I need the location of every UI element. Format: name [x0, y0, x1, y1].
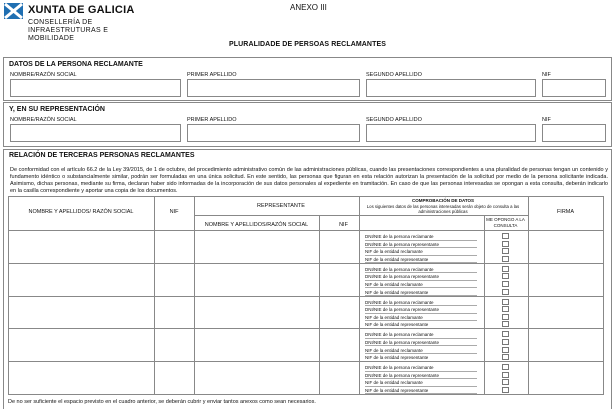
row-name-cell[interactable] — [9, 297, 154, 329]
check-item-label: NIF de la entidad reclamante — [365, 281, 423, 287]
oppose-checkbox[interactable] — [502, 339, 509, 345]
check-item-label: NIF de la entidad representante — [365, 387, 429, 393]
check-item-label: DNI/NIE de la persona reclamante — [365, 365, 434, 371]
xunta-logo — [4, 3, 154, 42]
check-item-label: DNI/NIE de la persona representante — [365, 241, 440, 247]
oppose-checkbox[interactable] — [502, 347, 509, 353]
table-row — [9, 230, 603, 263]
claimant-surname2-field[interactable] — [366, 79, 536, 97]
document-title: PLURALIDADE DE PERSOAS RECLAMANTES — [228, 41, 387, 48]
check-item-label: DNI/NIE de la persona reclamante — [365, 266, 434, 272]
col-header-check-desc: Los siguientes datos de las personas interesadas serán objeto de consulta a las administraciones públicas — [366, 204, 520, 214]
col-header-signature: FIRMA — [556, 209, 575, 215]
representative-nif-field[interactable] — [542, 124, 606, 142]
row-nif-cell[interactable] — [155, 362, 194, 394]
row-rep-name-cell[interactable] — [195, 297, 319, 329]
oppose-checkbox[interactable] — [502, 299, 509, 305]
row-rep-nif-cell[interactable] — [320, 264, 359, 296]
col-header-name: NOMBRE Y APELLIDOS/ RAZÓN SOCIAL — [28, 209, 134, 215]
check-item-label: NIF de la entidad representante — [365, 256, 429, 262]
xunta-emblem-icon — [4, 3, 23, 19]
representative-surname1-label: PRIMER APELLIDO — [187, 117, 237, 123]
table-hline — [194, 215, 359, 216]
logo-subtitle: CONSELLERÍA DE INFRAESTRUTURAS E MOBILIDADE — [28, 19, 109, 42]
claimant-nif-label: NIF — [542, 72, 551, 78]
row-rep-name-cell[interactable] — [195, 329, 319, 361]
col-header-representative: REPRESENTANTE — [257, 203, 305, 209]
claimant-nif-field[interactable] — [542, 79, 606, 97]
representative-section-title: Y, EN SU REPRESENTACIÓN — [9, 106, 105, 113]
representative-name-field[interactable] — [10, 124, 181, 142]
row-name-cell[interactable] — [9, 362, 154, 394]
row-name-cell[interactable] — [9, 231, 154, 263]
oppose-checkbox[interactable] — [502, 321, 509, 327]
check-item-label: NIF de la entidad representante — [365, 289, 429, 295]
oppose-checkbox[interactable] — [502, 281, 509, 287]
check-item-label: DNI/NIE de la persona representante — [365, 307, 440, 313]
check-item-label: NIF de la entidad representante — [365, 322, 429, 328]
oppose-checkbox[interactable] — [502, 364, 509, 370]
table-row — [9, 296, 603, 329]
row-rep-nif-cell[interactable] — [320, 231, 359, 263]
oppose-checkbox[interactable] — [502, 331, 509, 337]
claimant-surname2-label: SEGUNDO APELLIDO — [366, 72, 422, 78]
row-signature-cell[interactable] — [529, 264, 603, 296]
check-item-label: DNI/NIE de la persona reclamante — [365, 299, 434, 305]
representative-surname1-field[interactable] — [187, 124, 360, 142]
oppose-checkbox[interactable] — [502, 273, 509, 279]
representative-nif-label: NIF — [542, 117, 551, 123]
check-item-label: DNI/NIE de la persona representante — [365, 339, 440, 345]
claimant-surname1-field[interactable] — [187, 79, 360, 97]
footnote: De no ser suficiente el espacio previsto en el cuadro anterior, se deberán cubrir y enviar tantos anexos como sean necesarios. — [8, 399, 316, 405]
row-name-cell[interactable] — [9, 329, 154, 361]
row-signature-cell[interactable] — [529, 231, 603, 263]
claimant-surname1-label: PRIMER APELLIDO — [187, 72, 237, 78]
claimant-section — [3, 57, 612, 101]
row-rep-nif-cell[interactable] — [320, 362, 359, 394]
row-signature-cell[interactable] — [529, 329, 603, 361]
third-parties-table — [8, 196, 604, 395]
oppose-checkbox[interactable] — [502, 379, 509, 385]
check-item-label: DNI/NIE de la persona reclamante — [365, 234, 434, 239]
oppose-checkbox[interactable] — [502, 289, 509, 295]
col-header-oppose: ME OPONGO A LA CONSULTA — [486, 217, 525, 228]
col-header-rep-name: NOMBRE Y APELLIDOS/RAZÓN SOCIAL — [204, 222, 309, 228]
annex-label: ANEXO III — [290, 3, 327, 12]
claimant-name-label: NOMBRE/RAZÓN SOCIAL — [10, 72, 77, 78]
check-item-label: NIF de la entidad reclamante — [365, 380, 423, 386]
third-parties-title: RELACIÓN DE TERCERAS PERSONAS RECLAMANTES — [9, 152, 195, 159]
claimant-name-field[interactable] — [10, 79, 181, 97]
row-rep-name-cell[interactable] — [195, 264, 319, 296]
check-item-underline — [365, 393, 477, 394]
logo-title: XUNTA DE GALICIA — [28, 4, 135, 16]
representative-surname2-label: SEGUNDO APELLIDO — [366, 117, 422, 123]
check-item-label: DNI/NIE de la persona representante — [365, 372, 440, 378]
check-item-label: NIF de la entidad reclamante — [365, 249, 423, 255]
representative-name-label: NOMBRE/RAZÓN SOCIAL — [10, 117, 77, 123]
oppose-checkbox[interactable] — [502, 314, 509, 320]
oppose-checkbox[interactable] — [502, 266, 509, 272]
row-rep-nif-cell[interactable] — [320, 329, 359, 361]
row-rep-name-cell[interactable] — [195, 362, 319, 394]
oppose-checkbox[interactable] — [502, 233, 509, 239]
col-header-check-title: COMPROBACIÓN DE DATOS — [411, 198, 475, 203]
check-item-label: DNI/NIE de la persona representante — [365, 274, 440, 280]
col-header-nif: NIF — [169, 209, 179, 215]
claimant-section-title: DATOS DE LA PERSONA RECLAMANTE — [9, 61, 143, 68]
row-signature-cell[interactable] — [529, 297, 603, 329]
row-name-cell[interactable] — [9, 264, 154, 296]
row-nif-cell[interactable] — [155, 329, 194, 361]
col-header-rep-nif: NIF — [339, 222, 348, 228]
representative-section — [3, 102, 612, 147]
oppose-checkbox[interactable] — [502, 372, 509, 378]
oppose-checkbox[interactable] — [502, 256, 509, 262]
table-hline — [359, 215, 528, 216]
table-row — [9, 328, 603, 361]
row-rep-nif-cell[interactable] — [320, 297, 359, 329]
check-item-label: NIF de la entidad reclamante — [365, 314, 423, 320]
row-signature-cell[interactable] — [529, 362, 603, 394]
oppose-checkbox[interactable] — [502, 306, 509, 312]
oppose-checkbox[interactable] — [502, 241, 509, 247]
row-rep-name-cell[interactable] — [195, 231, 319, 263]
table-row — [9, 361, 603, 394]
row-nif-cell[interactable] — [155, 297, 194, 329]
oppose-checkbox[interactable] — [502, 248, 509, 254]
check-item-label: DNI/NIE de la persona reclamante — [365, 332, 434, 338]
check-item-label: NIF de la entidad representante — [365, 355, 429, 361]
oppose-checkbox[interactable] — [502, 387, 509, 393]
table-row — [9, 263, 603, 296]
row-nif-cell[interactable] — [155, 264, 194, 296]
check-item-label: NIF de la entidad reclamante — [365, 347, 423, 353]
representative-surname2-field[interactable] — [366, 124, 536, 142]
row-nif-cell[interactable] — [155, 231, 194, 263]
consent-paragraph: De conformidad con el artículo 66.2 de la Ley 39/2015, de 1 de octubre, del procedimiento administrativo común de las administraciones públicas, cuando las presentaciones correspondientes a una pluralidad de personas tengan un contenido y fundamento idéntico o substancialmente similar, podrán ser formuladas en una única solicitud. En este sentido, las personas que figuran en esta relación autorizan la presentación de la solicitud por medio de la persona solicitante indicada. Asimismo, dichas personas, mediante su firma, declaran haber sido informadas de la incorporación de sus datos personales al expediente en tramitación. En caso de que las personas interesadas se opongan a esta consulta, deberán indicarlo en la casilla correspondiente y aportar una copia de los documentos. — [10, 167, 608, 194]
oppose-checkbox[interactable] — [502, 354, 509, 360]
